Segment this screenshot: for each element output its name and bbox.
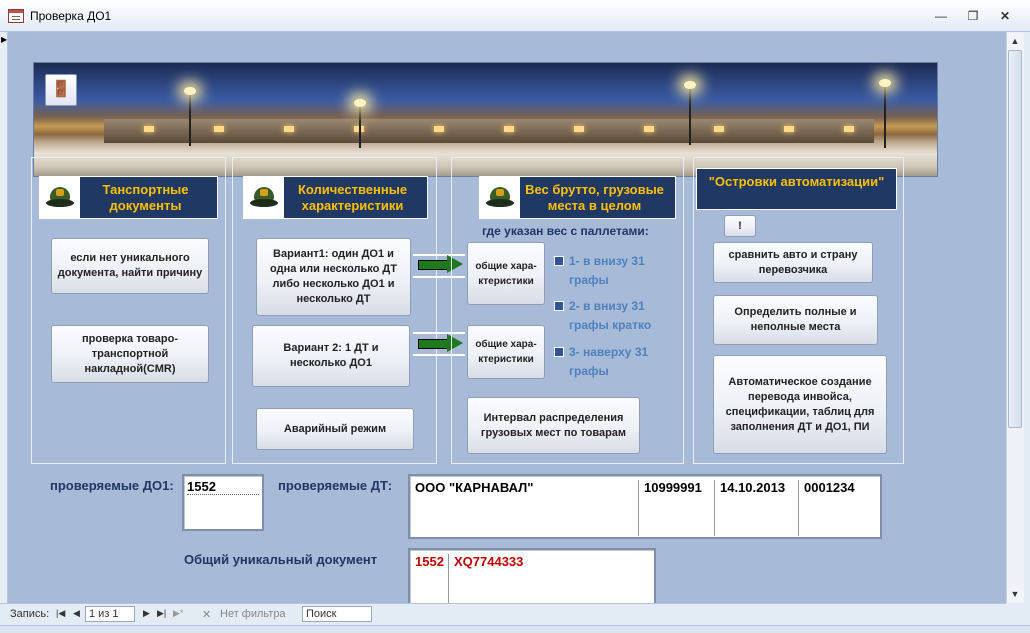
- record-number-input[interactable]: 1 из 1: [85, 606, 135, 622]
- customs-cap-icon: [480, 177, 520, 218]
- emergency-mode-button[interactable]: Аварийный режим: [256, 408, 414, 450]
- do1-value[interactable]: 1552: [187, 479, 259, 495]
- next-record-icon[interactable]: ▶: [143, 608, 150, 618]
- find-unique-doc-button[interactable]: если нет уникального документа, найти причину: [51, 238, 209, 294]
- form-detail: [8, 32, 1006, 603]
- exit-door-icon: 🚪: [51, 81, 71, 98]
- form-icon: [8, 9, 24, 23]
- check-cmr-button[interactable]: проверка товаро-транспортной накладной(CMR): [51, 325, 209, 383]
- customs-cap-icon: [244, 177, 284, 218]
- restore-icon[interactable]: ❐: [967, 9, 979, 23]
- search-input[interactable]: Поиск: [302, 606, 372, 622]
- do1-label: проверяемые ДО1:: [50, 478, 174, 493]
- option-bullet-icon: [554, 347, 564, 357]
- window-title: Проверка ДО1: [30, 9, 112, 23]
- variant-2-button[interactable]: Вариант 2: 1 ДТ и несколько ДО1: [252, 325, 410, 387]
- full-partial-places-button[interactable]: Определить полные и неполные места: [713, 295, 878, 345]
- first-record-icon[interactable]: |◀: [56, 608, 66, 618]
- general-characteristics-button-2[interactable]: общие хара-ктеристики: [467, 325, 545, 379]
- cargo-distribution-button[interactable]: Интервал распределения грузовых мест по товарам: [467, 397, 640, 454]
- option-bottom-31[interactable]: 1- в внизу 31 графы: [554, 252, 664, 290]
- option-bullet-icon: [554, 256, 564, 266]
- record-navigation-bar: [0, 603, 1006, 625]
- unique-doc-number: 1552: [415, 554, 444, 569]
- header-transport: Танспортные документы: [39, 176, 218, 219]
- option-bottom-31-short[interactable]: 2- в внизу 31 графы кратко: [554, 297, 669, 335]
- filter-status[interactable]: Нет фильтра: [220, 608, 286, 620]
- record-label: Запись:: [10, 608, 50, 620]
- title-bar: [0, 0, 1030, 32]
- last-record-icon[interactable]: ▶|: [157, 608, 167, 618]
- header-weight: Вес брутто, грузовые места в целом: [479, 176, 676, 219]
- dt-list[interactable]: [408, 474, 882, 539]
- filter-icon[interactable]: ✕: [202, 609, 212, 621]
- minimize-icon[interactable]: —: [935, 9, 947, 23]
- close-icon[interactable]: ✕: [999, 9, 1011, 23]
- unique-doc-list[interactable]: [408, 548, 656, 603]
- dt-company: ООО "КАРНАВАЛ": [415, 480, 534, 495]
- customs-cap-icon: [40, 177, 80, 218]
- header-quantity: Количественные характеристики: [243, 176, 428, 219]
- auto-translation-button[interactable]: Автоматическое создание перевода инвойса, спецификации, таблиц для заполнения ДТ и ДО1, ПИ: [713, 355, 887, 454]
- window-bottom-border: [0, 625, 1030, 633]
- pallet-weight-subtitle: где указан вес с паллетами:: [482, 224, 649, 238]
- window-border: [1024, 32, 1030, 633]
- option-bullet-icon: [554, 301, 564, 311]
- record-pointer-icon: ▶: [1, 35, 8, 44]
- new-record-icon[interactable]: ▶*: [173, 608, 184, 618]
- option-top-31[interactable]: 3- наверху 31 графы: [554, 343, 664, 381]
- do1-field[interactable]: [182, 474, 264, 531]
- scroll-thumb[interactable]: [1008, 50, 1022, 428]
- scroll-up-icon[interactable]: ▲: [1007, 33, 1023, 49]
- dt-code: 0001234: [798, 480, 878, 536]
- unique-doc-code: XQ7744333: [448, 554, 648, 603]
- dt-number: 10999991: [638, 480, 714, 536]
- scroll-down-icon[interactable]: ▼: [1007, 586, 1023, 602]
- dt-label: проверяемые ДТ:: [278, 478, 393, 493]
- variant-1-button[interactable]: Вариант1: один ДО1 и одна или несколько ДТ либо несколько ДО1 и несколько ДТ: [256, 238, 411, 316]
- general-characteristics-button-1[interactable]: общие хара-ктеристики: [467, 242, 545, 305]
- info-bang-button[interactable]: !: [724, 215, 756, 237]
- dt-date: 14.10.2013: [714, 480, 798, 536]
- compare-car-country-button[interactable]: сравнить авто и страну перевозчика: [713, 242, 873, 283]
- record-selector[interactable]: [0, 32, 8, 633]
- header-automation: "Островки автоматизации": [696, 168, 897, 210]
- previous-record-icon[interactable]: ◀: [73, 608, 80, 618]
- unique-doc-label: Общий уникальный документ: [184, 552, 378, 567]
- exit-button[interactable]: [45, 74, 77, 106]
- scroll-corner: [1006, 603, 1030, 625]
